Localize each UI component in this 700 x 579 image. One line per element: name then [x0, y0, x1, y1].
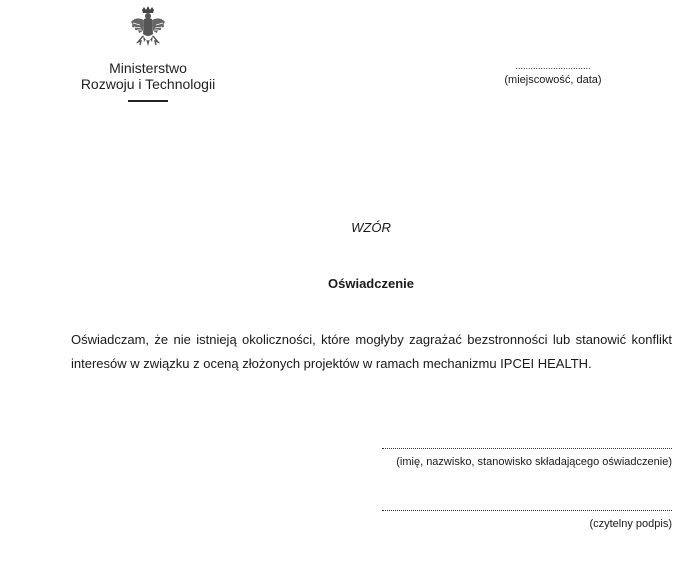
ministry-name-line1: Ministerstwo [109, 60, 187, 76]
place-date-caption: (miejscowość, data) [504, 74, 602, 86]
place-date-field [488, 59, 618, 87]
polish-eagle-icon [128, 6, 168, 52]
declarant-dotted-line [382, 442, 672, 449]
signature-caption: (czytelny podpis) [589, 518, 672, 530]
signature-dotted-line [382, 504, 672, 511]
ministry-logo [78, 6, 218, 102]
place-date-dots: .............................. [515, 61, 591, 71]
ministry-name [78, 60, 218, 92]
declarant-signature-block [382, 442, 672, 469]
declarant-caption: (imię, nazwisko, stanowisko składającego oświadczenie) [396, 456, 672, 468]
ministry-underline [128, 100, 168, 102]
signature-block [382, 504, 672, 531]
declaration-body: Oświadczam, że nie istnieją okoliczności, które mogłyby zagrażać bezstronności lub stanowić konflikt interesów w związku z oceną złożonych projektów w ramach mechanizmu IPCEI HEALTH. [71, 332, 672, 371]
document-title: Oświadczenie [328, 276, 414, 291]
ministry-name-line2: Rozwoju i Technologii [80, 76, 216, 92]
template-label: WZÓR [351, 220, 391, 235]
